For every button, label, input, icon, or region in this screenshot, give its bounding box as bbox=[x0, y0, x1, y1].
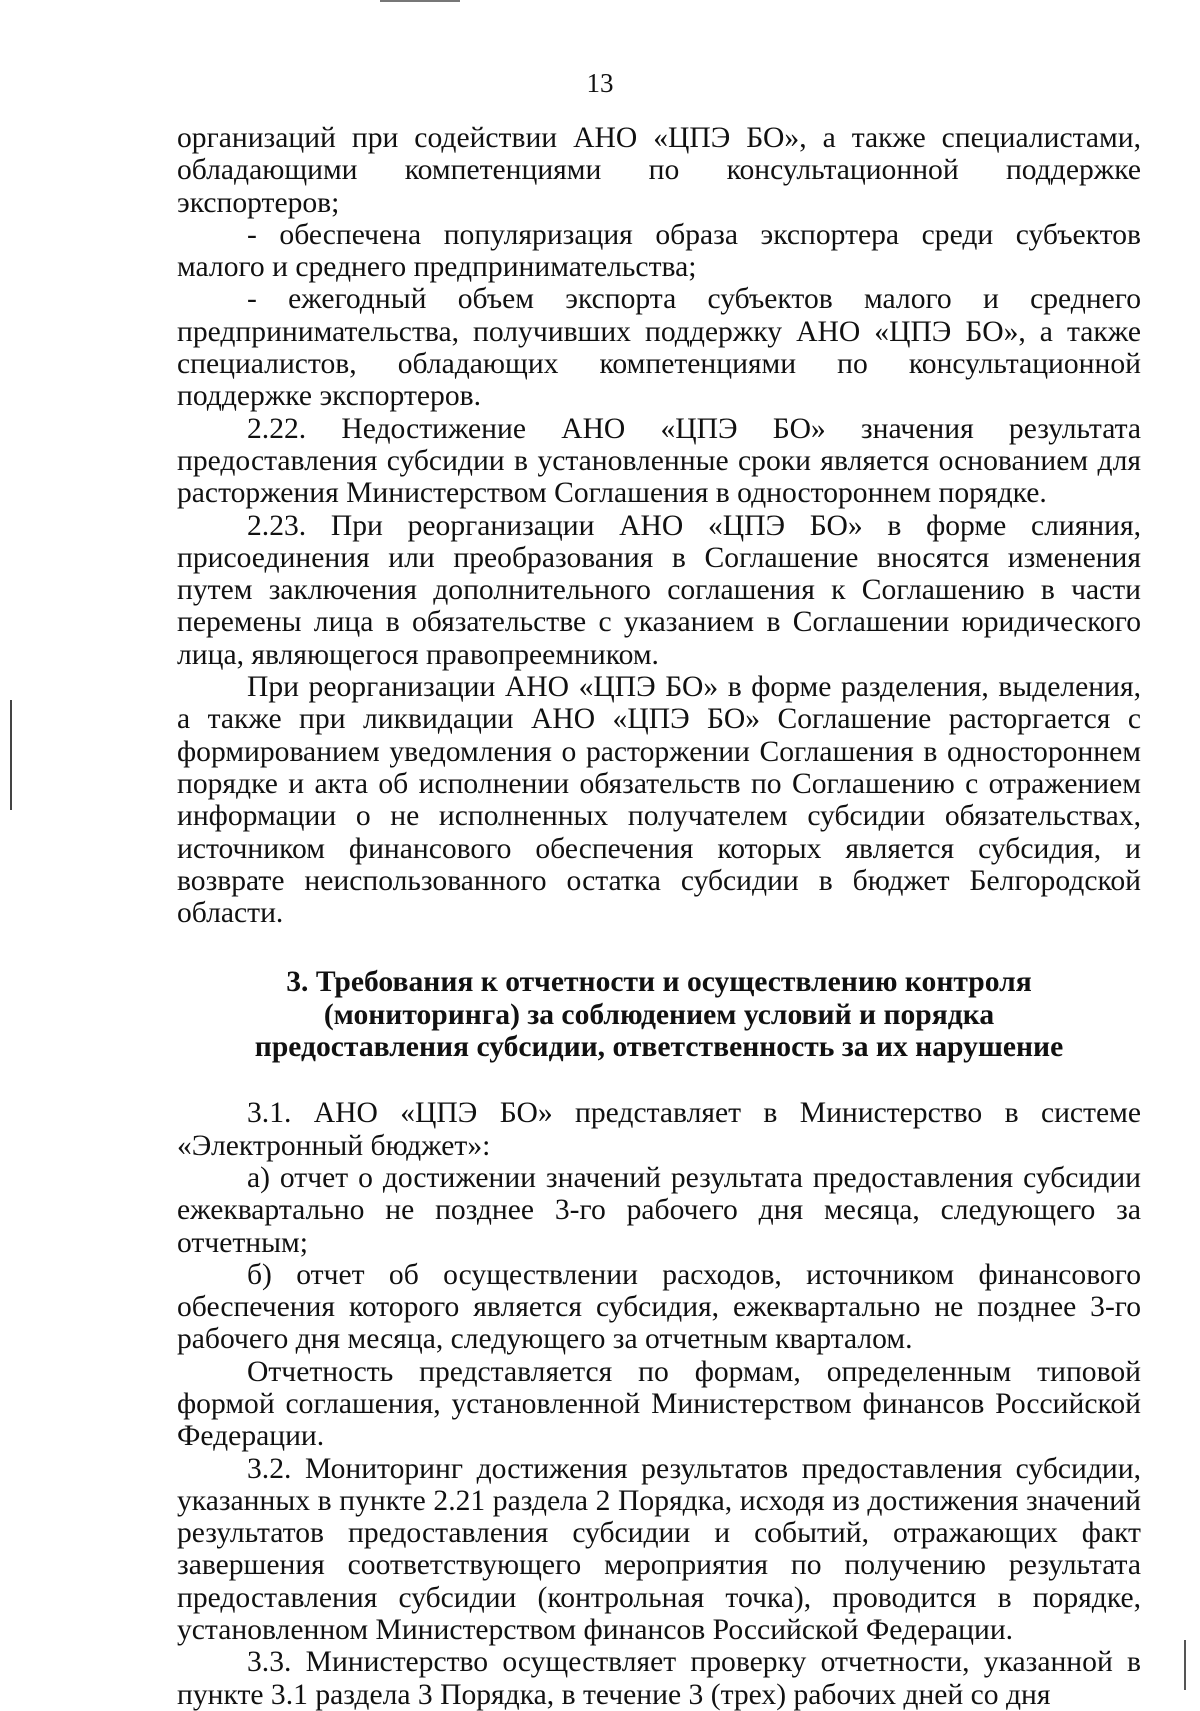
section-heading-line: 3. Требования к отчетности и осуществлению контроля bbox=[286, 966, 1032, 999]
paragraph: - обеспечена популяризация образа экспортера среди субъектов малого и среднего предпринимательства; bbox=[177, 218, 1141, 284]
paragraph: 2.23. При реорганизации АНО «ЦПЭ БО» в форме слияния, присоединения или преобразования в Соглашение вносятся изменения путем заключения дополнительного соглашения к Соглашению в части перемены лица в обязательстве с указанием в Соглашении юридического лица, являющегося правопреемником. bbox=[177, 509, 1141, 671]
paragraph: 2.22. Недостижение АНО «ЦПЭ БО» значения результата предоставления субсидии в установленные сроки является основанием для расторжения Министерством Соглашения в одностороннем порядке. bbox=[177, 412, 1141, 510]
scan-artifact-left-margin bbox=[10, 700, 12, 810]
section-heading bbox=[177, 966, 1141, 1063]
paragraph: 3.1. АНО «ЦПЭ БО» представляет в Министерство в системе «Электронный бюджет»: bbox=[177, 1097, 1141, 1162]
document-body bbox=[177, 122, 1141, 1711]
paragraph: При реорганизации АНО «ЦПЭ БО» в форме разделения, выделения, а также при ликвидации АНО «ЦПЭ БО» Соглашение расторгается с формированием уведомления о расторжении Соглашения в одностороннем порядке и акта об исполнении обязательств по Соглашению с отражением информации о не исполненных получателем субсидии обязательствах, источником финансового обеспечения которых является субсидия, и возврате неиспользованного остатка субсидии в бюджет Белгородской области. bbox=[177, 671, 1141, 930]
page-number: 13 bbox=[586, 68, 614, 98]
section-heading-line: предоставления субсидии, ответственность за их нарушение bbox=[254, 1031, 1064, 1064]
paragraph: а) отчет о достижении значений результата предоставления субсидии ежеквартально не позднее 3-го рабочего дня месяца, следующего за отчетным; bbox=[177, 1161, 1141, 1259]
paragraph: 3.2. Мониторинг достижения результатов предоставления субсидии, указанных в пункте 2.21 раздела 2 Порядка, исходя из достижения значений результатов предоставления субсидии и событий, отражающих факт завершения соответствующего мероприятия по получению результата предоставления субсидии (контрольная точка), проводится в порядке, установленном Министерством финансов Российской Федерации. bbox=[177, 1452, 1141, 1647]
paragraphs-after-heading bbox=[177, 1097, 1141, 1711]
section-heading-line: (мониторинга) за соблюдением условий и порядка bbox=[323, 998, 995, 1031]
paragraph: 3.3. Министерство осуществляет проверку отчетности, указанной в пункте 3.1 раздела 3 Порядка, в течение 3 (трех) рабочих дней со дня bbox=[177, 1646, 1141, 1711]
paragraph: организаций при содействии АНО «ЦПЭ БО», а также специалистами, обладающими компетенциями по консультационной поддержке экспортеров; bbox=[177, 122, 1141, 219]
scan-artifact-top bbox=[380, 0, 460, 2]
paragraph: - ежегодный объем экспорта субъектов малого и среднего предпринимательства, получивших поддержку АНО «ЦПЭ БО», а также специалистов, обладающих компетенциями по консультационной поддержке экспортеров. bbox=[177, 283, 1141, 413]
paragraph: Отчетность представляется по формам, определенным типовой формой соглашения, установленной Министерством финансов Российской Федерации. bbox=[177, 1355, 1141, 1453]
scan-artifact-right-margin bbox=[1184, 1640, 1186, 1690]
paragraphs-before-heading bbox=[177, 122, 1141, 929]
paragraph: б) отчет об осуществлении расходов, источником финансового обеспечения которого является субсидия, ежеквартально не позднее 3-го рабочего дня месяца, следующего за отчетным кварталом. bbox=[177, 1258, 1141, 1356]
